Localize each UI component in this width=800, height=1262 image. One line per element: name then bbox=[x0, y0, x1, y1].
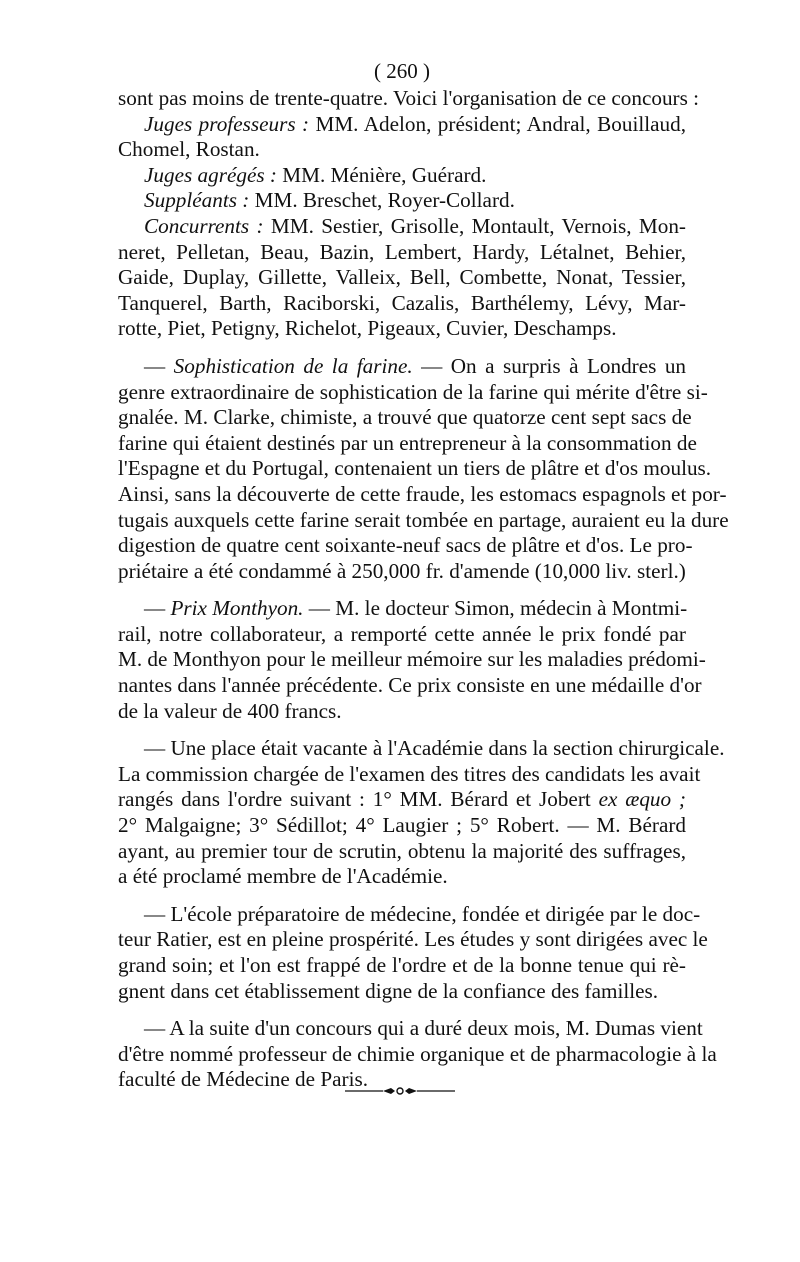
paragraph-gap bbox=[118, 724, 686, 736]
body-text bbox=[118, 86, 729, 1093]
text-line bbox=[118, 188, 686, 214]
text-line bbox=[118, 673, 702, 699]
text-line bbox=[118, 533, 693, 559]
text-line bbox=[118, 240, 686, 266]
italic-label: Sophistication de la farine. bbox=[173, 353, 413, 378]
text-line bbox=[118, 787, 686, 813]
italic-label: Concurrents : bbox=[144, 213, 264, 238]
line-text: gnalée. M. Clarke, chimiste, a trouvé que quatorze cent sept sacs de bbox=[118, 405, 692, 430]
line-text: — M. le docteur Simon, médecin à Montmi- bbox=[303, 596, 688, 621]
text-line bbox=[118, 979, 686, 1005]
line-text: sont pas moins de trente-quatre. Voici l'organisation de ce concours : bbox=[118, 86, 700, 110]
text-line bbox=[118, 430, 697, 457]
line-text: rotte, Piet, Petigny, Richelot, Pigeaux, Cuvier, Deschamps. bbox=[118, 316, 617, 341]
line-text: de la valeur de 400 francs. bbox=[118, 698, 342, 723]
line-text: grand soin; et l'on est frappé de l'ordre et de la bonne tenue qui rè- bbox=[118, 953, 686, 977]
text-line bbox=[118, 291, 686, 317]
paragraph-gap bbox=[118, 584, 686, 596]
text-line bbox=[118, 86, 700, 112]
line-prefix: — bbox=[144, 596, 171, 621]
line-text: — L'école préparatoire de médecine, fondée et dirigée par le doc- bbox=[144, 901, 701, 926]
text-line bbox=[118, 596, 686, 622]
line-text: ayant, au premier tour de scrutin, obtenu la majorité des suffrages, bbox=[118, 838, 686, 863]
line-text: MM. Sestier, Grisolle, Montault, Vernois, Mon- bbox=[263, 213, 686, 238]
line-text: Chomel, Rostan. bbox=[118, 137, 260, 162]
paragraph-gap bbox=[118, 1004, 686, 1016]
tailpiece-ornament bbox=[345, 1085, 455, 1097]
text-line bbox=[118, 736, 725, 762]
text-line bbox=[118, 137, 686, 163]
text-line bbox=[118, 901, 701, 928]
text-line bbox=[118, 163, 686, 189]
line-text: tugais auxquels cette farine serait tombée en partage, auraient eu la dure bbox=[118, 507, 729, 532]
text-line bbox=[118, 214, 686, 240]
line-text: La commission chargée de l'examen des titres des candidats les avait bbox=[118, 761, 701, 786]
line-text: l'Espagne et du Portugal, contenaient un tiers de plâtre et d'os moulus. bbox=[118, 456, 712, 481]
text-line bbox=[118, 839, 686, 865]
italic-label: Juges agrégés : bbox=[144, 162, 277, 187]
italic-label: Juges professeurs : bbox=[144, 111, 310, 136]
paragraph-gap bbox=[118, 342, 686, 354]
text-line bbox=[118, 379, 708, 406]
document-page bbox=[118, 58, 729, 1093]
line-text: 2° Malgaigne; 3° Sédillot; 4° Laugier ; 5° Robert. — M. Bérard bbox=[118, 813, 686, 838]
line-prefix: — bbox=[144, 353, 174, 378]
line-text: neret, Pelletan, Beau, Bazin, Lembert, Hardy, Létalnet, Behier, bbox=[118, 239, 686, 264]
text-line bbox=[118, 316, 686, 342]
line-text: rangés dans l'ordre suivant : 1° MM. Bérard et Jobert bbox=[118, 787, 599, 812]
line-text: — Une place était vacante à l'Académie dans la section chirurgicale. bbox=[144, 736, 725, 761]
text-line bbox=[118, 481, 727, 508]
line-text: faculté de Médecine de Paris. bbox=[118, 1067, 369, 1092]
page-number: ( 260 ) bbox=[374, 59, 430, 83]
text-line bbox=[118, 622, 686, 648]
line-text: a été proclamé membre de l'Académie. bbox=[118, 864, 448, 889]
text-line bbox=[118, 699, 686, 725]
text-line bbox=[118, 864, 686, 890]
text-line bbox=[118, 405, 692, 431]
text-line bbox=[118, 456, 712, 482]
line-text: MM. Adelon, président; Andral, Bouillaud, bbox=[309, 111, 687, 136]
line-text: priétaire a été condammé à 250,000 fr. d'amende (10,000 liv. sterl.) bbox=[118, 558, 686, 583]
italic-label: Suppléants : bbox=[144, 188, 250, 213]
text-line bbox=[118, 559, 686, 585]
text-line bbox=[118, 354, 686, 380]
line-text: MM. Breschet, Royer-Collard. bbox=[249, 188, 515, 213]
italic-phrase: ex æquo ; bbox=[598, 787, 686, 812]
text-line bbox=[118, 927, 708, 953]
text-line bbox=[118, 265, 686, 291]
line-text: M. de Monthyon pour le meilleur mémoire sur les maladies prédomi- bbox=[118, 647, 706, 672]
line-text: — On a surpris à Londres un bbox=[412, 353, 687, 378]
line-text: rail, notre collaborateur, a remporté cette année le prix fondé par bbox=[118, 621, 686, 646]
line-text: MM. Ménière, Guérard. bbox=[276, 162, 487, 187]
line-text: Gaide, Duplay, Gillette, Valleix, Bell, Combette, Nonat, Tessier, bbox=[118, 265, 686, 290]
text-line bbox=[118, 761, 701, 788]
line-text: Tanquerel, Barth, Raciborski, Cazalis, Barthélemy, Lévy, Mar- bbox=[118, 290, 686, 315]
line-text: — A la suite d'un concours qui a duré deux mois, M. Dumas vient bbox=[144, 1016, 703, 1041]
paragraph-gap bbox=[118, 890, 686, 902]
text-line bbox=[118, 1016, 703, 1042]
line-text: teur Ratier, est en pleine prospérité. Les études y sont dirigées avec le bbox=[118, 927, 708, 952]
line-text: genre extraordinaire de sophistication de la farine qui mérite d'être si- bbox=[118, 379, 708, 404]
text-line bbox=[118, 112, 686, 138]
line-text: digestion de quatre cent soixante-neuf sacs de plâtre et d'os. Le pro- bbox=[118, 533, 693, 558]
line-text: Ainsi, sans la découverte de cette fraude, les estomacs espagnols et por- bbox=[118, 481, 727, 506]
text-line bbox=[118, 647, 706, 673]
italic-label: Prix Monthyon. bbox=[170, 596, 304, 621]
line-text: farine qui étaient destinés par un entrepreneur à la consommation de bbox=[118, 430, 697, 455]
line-text: nantes dans l'année précédente. Ce prix consiste en une médaille d'or bbox=[118, 673, 702, 698]
text-line bbox=[118, 813, 686, 839]
text-line bbox=[118, 953, 686, 979]
text-line bbox=[118, 1041, 717, 1068]
text-line bbox=[118, 507, 729, 534]
line-text: gnent dans cet établissement digne de la confiance des familles. bbox=[118, 978, 659, 1003]
line-text: d'être nommé professeur de chimie organique et de pharmacologie à la bbox=[118, 1041, 717, 1066]
